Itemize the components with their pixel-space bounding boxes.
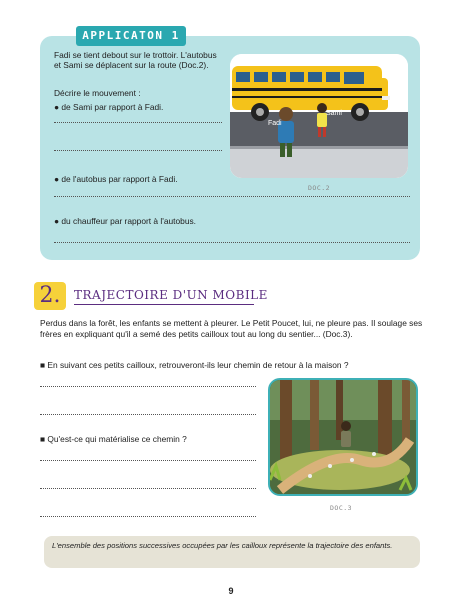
answer-line[interactable] (40, 488, 256, 489)
answer-line[interactable] (54, 122, 222, 123)
question-driver: ● du chauffeur par rapport à l'autobus. (54, 216, 196, 226)
answer-line[interactable] (40, 414, 256, 415)
application-intro: Fadi se tient debout sur le trottoir. L'autobus et Sami se déplacent sur la route (Doc.2). (54, 50, 217, 71)
doc3-caption: DOC.3 (330, 504, 353, 512)
answer-line[interactable] (40, 516, 256, 517)
answer-line[interactable] (40, 460, 256, 461)
application-tab: APPLICATON 1 (76, 26, 186, 46)
section-number: 2. (34, 282, 66, 310)
page-number: 9 (228, 586, 234, 596)
question-stones: ■ En suivant ces petits cailloux, retrouveront-ils leur chemin de retour à la maison ? (40, 360, 349, 370)
forest-illustration (268, 378, 418, 496)
summary-note: L'ensemble des positions successives occupées par les cailloux représente la trajectoire des enfants. (44, 536, 420, 568)
question-path: ■ Qu'est-ce qui matérialise ce chemin ? (40, 434, 187, 444)
question-sami: ● de Sami par rapport à Fadi. (54, 102, 164, 112)
answer-line[interactable] (40, 386, 256, 387)
doc2-caption: DOC.2 (308, 184, 331, 192)
bus-illustration (230, 54, 408, 178)
question-bus: ● de l'autobus par rapport à Fadi. (54, 174, 178, 184)
title-underline (74, 304, 254, 305)
answer-line[interactable] (54, 196, 410, 197)
section-title: TRAJECTOIRE D'UN MOBILE (74, 288, 268, 302)
label-sami: Sami (326, 110, 342, 117)
label-fadi: Fadi (268, 120, 282, 127)
section-paragraph: Perdus dans la forêt, les enfants se mettent à pleurer. Le Petit Poucet, lui, ne pleure pas. Il soulage ses frères en expliquant qu'il a semé des petits cailloux tout au long du sentier... (Doc.3). (40, 318, 423, 339)
answer-line[interactable] (54, 242, 410, 243)
answer-line[interactable] (54, 150, 222, 151)
application-instruction: Décrire le mouvement : (54, 88, 141, 98)
